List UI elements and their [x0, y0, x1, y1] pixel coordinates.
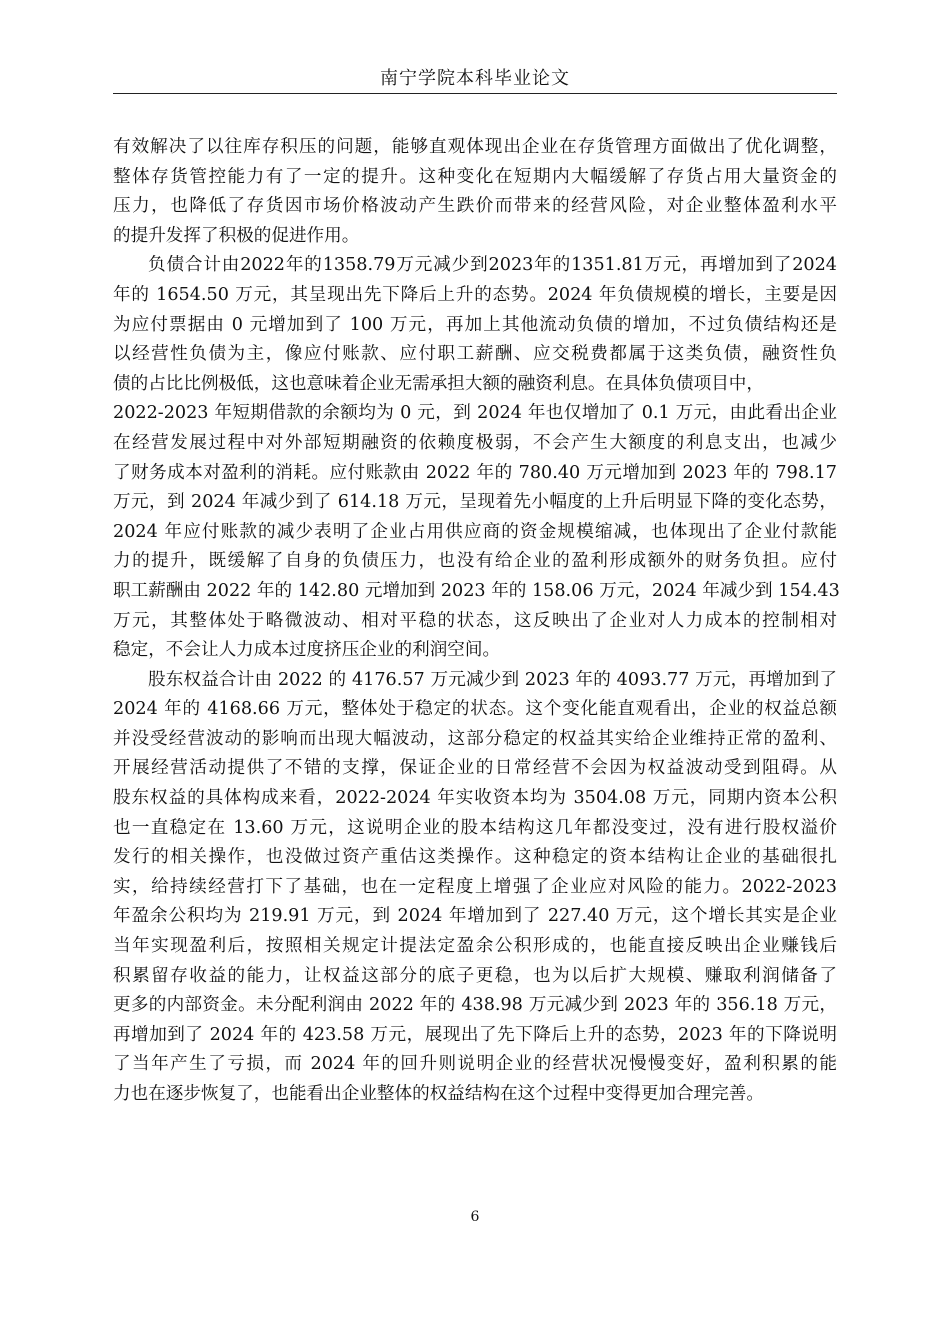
- text-line: 职工薪酬由 2022 年的 142.80 元增加到 2023 年的 158.06 万元，2024 年减少到 154.43: [113, 580, 840, 601]
- text-line: 的提升发挥了积极的促进作用。: [113, 225, 360, 246]
- text-line: 万元，其整体处于略微波动、相对平稳的状态，这反映出了企业对人力成本的控制相对: [113, 610, 837, 631]
- text-line: 当年实现盈利后，按照相关规定计提法定盈余公积形成的，也能直接反映出企业赚钱后: [113, 936, 837, 957]
- text-line: 2024 年应付账款的减少表明了企业占用供应商的资金规模缩减，也体现出了企业付款能: [113, 521, 837, 542]
- text-line: 年盈余公积均为 219.91 万元，到 2024 年增加到了 227.40 万元，这个增长其实是企业: [113, 906, 837, 927]
- page-header-title: 南宁学院本科毕业论文: [380, 68, 570, 89]
- text-line: 了财务成本对盈利的消耗。应付账款由 2022 年的 780.40 万元增加到 2023 年的 798.17: [113, 462, 837, 483]
- text-line: 年的 1654.50 万元，其呈现出先下降后上升的态势。2024 年负债规模的增长，主要是因: [113, 284, 837, 305]
- text-line: 也一直稳定在 13.60 万元，这说明企业的股本结构这几年都没变过，没有进行股权溢价: [113, 817, 837, 838]
- text-line: 开展经营活动提供了不错的支撑，保证企业的日常经营不会因为权益波动受到阻碍。从: [113, 758, 837, 779]
- text-line: 了当年产生了亏损，而 2024 年的回升则说明企业的经营状况慢慢变好，盈利积累的能: [113, 1054, 837, 1075]
- text-line: 力的提升，既缓解了自身的负债压力，也没有给企业的盈利形成额外的财务负担。应付: [113, 551, 837, 572]
- text-line: 万元，到 2024 年减少到了 614.18 万元，呈现着先小幅度的上升后明显下降的变化态势，: [113, 492, 837, 513]
- page-number: 6: [470, 1209, 480, 1225]
- text-line: 压力，也降低了存货因市场价格波动产生跌价而带来的经营风险，对企业整体盈利水平: [113, 196, 837, 217]
- text-line: 股东权益合计由 2022 的 4176.57 万元减少到 2023 年的 4093.77 万元，再增加到了: [148, 669, 837, 690]
- text-line: 负债合计由2022年的1358.79万元减少到2023年的1351.81万元，再增加到了2024: [148, 255, 837, 276]
- text-line: 并没受经营波动的影响而出现大幅波动，这部分稳定的权益其实给企业维持正常的盈利、: [113, 728, 837, 749]
- text-line: 为应付票据由 0 元增加到了 100 万元，再加上其他流动负债的增加，不过负债结构还是: [113, 314, 837, 335]
- text-line: 2022-2023 年短期借款的余额均为 0 元，到 2024 年也仅增加了 0.1 万元，由此看出企业: [113, 403, 837, 424]
- header-rule: [113, 93, 837, 94]
- text-line: 稳定，不会让人力成本过度挤压企业的利润空间。: [113, 640, 501, 661]
- text-line: 整体存货管控能力有了一定的提升。这种变化在短期内大幅缓解了存货占用大量资金的: [113, 166, 837, 187]
- text-line: 发行的相关操作，也没做过资产重估这类操作。这种稳定的资本结构让企业的基础很扎: [113, 847, 837, 868]
- text-line: 股东权益的具体构成来看，2022-2024 年实收资本均为 3504.08 万元，同期内资本公积: [113, 788, 837, 809]
- text-line: 在经营发展过程中对外部短期融资的依赖度极弱，不会产生大额度的利息支出，也减少: [113, 432, 837, 453]
- text-line: 更多的内部资金。未分配利润由 2022 年的 438.98 万元减少到 2023 年的 356.18 万元，: [113, 995, 837, 1016]
- text-line: 力也在逐步恢复了，也能看出企业整体的权益结构在这个过程中变得更加合理完善。: [113, 1084, 764, 1104]
- text-line: 以经营性负债为主，像应付账款、应付职工薪酬、应交税费都属于这类负债，融资性负: [113, 344, 837, 365]
- text-line: 再增加到了 2024 年的 423.58 万元，展现出了先下降后上升的态势，2023 年的下降说明: [113, 1024, 837, 1045]
- body-text: [113, 133, 840, 1110]
- text-line: 实，给持续经营打下了基础，也在一定程度上增强了企业应对风险的能力。2022-2023: [113, 876, 837, 897]
- text-line: 2024 年的 4168.66 万元，整体处于稳定的状态。这个变化能直观看出，企业的权益总额: [113, 699, 837, 720]
- text-line: 有效解决了以往库存积压的问题，能够直观体现出企业在存货管理方面做出了优化调整，: [113, 137, 837, 157]
- text-line: 债的占比比例极低，这也意味着企业无需承担大额的融资利息。在具体负债项目中，: [113, 373, 764, 394]
- text-line: 积累留存收益的能力，让权益这部分的底子更稳，也为以后扩大规模、赚取利润储备了: [113, 965, 837, 986]
